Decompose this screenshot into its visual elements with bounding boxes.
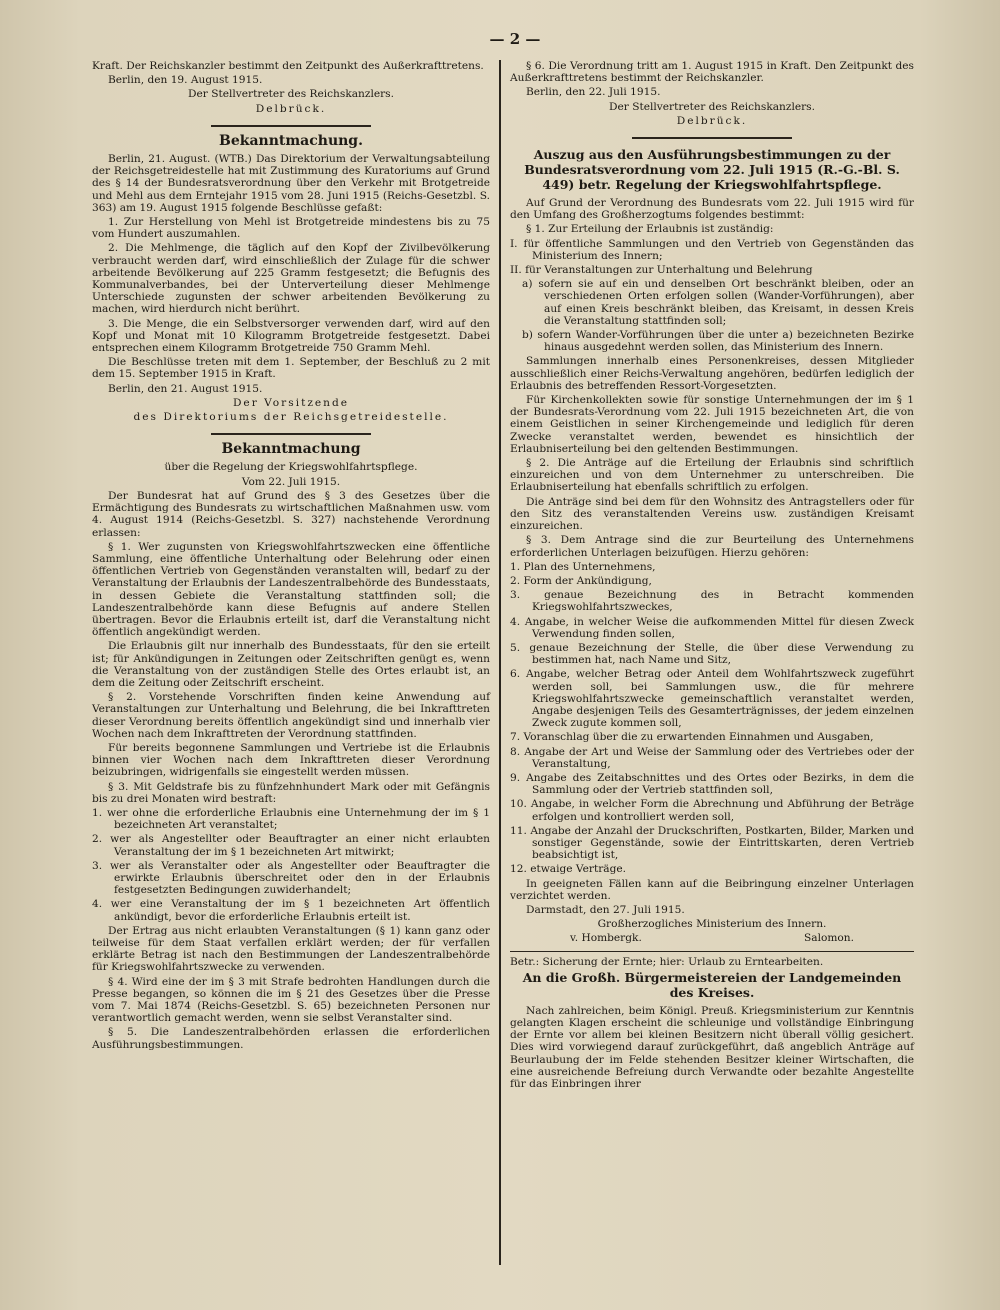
excerpt-paragraph: Die Anträge sind bei dem für den Wohnsitz des Antragstellers oder für den Sitz des veranstaltenden Vereins usw. zuständigen Kreisamt einzureichen.: [510, 495, 914, 533]
announcement-1-paragraph: 1. Zur Herstellung von Mehl ist Brotgetreide mindestens bis zu 75 vom Hundert auszumahlen.: [92, 216, 490, 241]
penalty-item: 4. wer eine Veranstaltung der im § 1 bezeichneten Art öffentlich ankündigt, bevor die erforderliche Erlaubnis erteilt ist.: [92, 898, 490, 923]
penalty-item: 1. wer ohne die erforderliche Erlaubnis eine Unternehmung der im § 1 bezeichneten Art veranstaltet;: [92, 806, 490, 832]
section-6-paragraph: § 6. Die Verordnung tritt am 1. August 1915 in Kraft. Den Zeitpunkt des Außerkrafttretens bestimmt der Reichskanzler.: [510, 60, 914, 85]
excerpt-subitem: a) sofern sie auf ein und denselben Ort beschränkt bleiben, oder an verschiedenen Orten erfolgen sollen (Wander-Vorführungen), aber auf einen Kreis beschränkt bleiben, das Kreisamt, in dessen Kreis die Veranstaltung stattfinden soll;: [522, 278, 914, 327]
excerpt-item: I. für öffentliche Sammlungen und den Vertrieb von Gegenständen das Ministerium des Innern;: [510, 237, 914, 262]
requirement-item: 7. Voranschlag über die zu erwartenden Einnahmen und Ausgaben,: [510, 731, 874, 744]
requirement-item: 12. etwaige Verträge.: [510, 863, 626, 876]
announcement-2-paragraph: Der Ertrag aus nicht erlaubten Veranstaltungen (§ 1) kann ganz oder teilweise für dem Staat verfallen erklärt werden; der für verfallen erklärte Betrag ist nach den Bestimmungen der Landeszentralbehörde für Kriegswohlfahrtszwecke zu verwenden.: [92, 924, 490, 974]
announcement-1-paragraph: 3. Die Menge, die ein Selbstversorger verwenden darf, wird auf den Kopf und Monat mit 10 Kilogramm Brotgetreide festgesetzt. Dabei entsprechen einem Kilogramm Brotgetreide 750 Gramm Mehl.: [92, 317, 490, 355]
requirement-item: 6. Angabe, welcher Betrag oder Anteil dem Wohlfahrtszweck zugeführt werden soll, bei Sammlungen usw., die für mehrere Kriegswohlfahrtszwecke gemeinschaftlich veranstaltet werden, Angabe desjenigen Teils des Gesamterträgnisses, der jedem einzelnen Zweck zugute kommen soll,: [510, 668, 914, 730]
excerpt-date: Darmstadt, den 27. Juli 1915.: [526, 903, 685, 916]
right-column: [510, 60, 914, 1092]
excerpt-paragraph: § 2. Die Anträge auf die Erteilung der Erlaubnis sind schriftlich einzureichen und von dem Unternehmer zu unterschreiben. Die Erlaubniserteilung hat ebenfalls schriftlich zu erfolgen.: [510, 457, 914, 494]
section-6-signature: Delbrück.: [676, 114, 748, 127]
announcement-2-paragraph: Die Erlaubnis gilt nur innerhalb des Bundesstaats, für den sie erteilt ist; für Ankündigungen in Zeitungen oder Zeitschriften genügt es, wenn die Veranstaltung von der zuständigen Stelle des Ortes erlaubt ist, an dem die Zeitung oder Zeitschrift erscheint.: [92, 640, 490, 689]
intro-role: Der Stellvertreter des Reichskanzlers.: [188, 88, 394, 101]
excerpt-title: Auszug aus den Ausführungsbestimmungen zu der Bundesratsverordnung vom 22. Juli 1915 (R.-G.-Bl. S. 449) betr. Regelung der Kriegswohlfahrtspflege.: [524, 147, 900, 193]
announcement-1-paragraph: 2. Die Mehlmenge, die täglich auf den Kopf der Zivilbevölkerung verbraucht werden darf, wird einschließlich der Zulage für die schwer arbeitende Bevölkerung auf 225 Gramm festgesetzt; die Befugnis des Kommunalverbandes, bei der Unterverteilung dieser Mehlmenge Unterschiede zugunsten der schwer arbeitenden Bevölkerung zu machen, wird hierdurch nicht berührt.: [92, 242, 490, 316]
requirements-list: [510, 561, 914, 876]
excerpt-paragraph: § 3. Dem Antrage sind die zur Beurteilung des Unternehmens erforderlichen Unterlagen beizufügen. Hierzu gehören:: [510, 534, 914, 559]
announcement-2-paragraph: § 1. Wer zugunsten von Kriegswohlfahrtszwecken eine öffentliche Sammlung, eine öffentliche Unterhaltung oder Belehrung oder einen öffentlichen Vertrieb von Gegenständen veranstalten will, bedarf zu der Veranstaltung der Erlaubnis der Landeszentralbehörde des Bundesstaats, in dessen Gebiete die Veranstaltung stattfinden soll; die Landeszentralbehörde kann diese Befugnis auf andere Stellen übertragen. Bevor die Erlaubnis erteilt ist, darf die Veranstaltung nicht öffentlich angekündigt werden.: [92, 540, 490, 639]
requirement-item: 1. Plan des Unternehmens,: [510, 560, 656, 573]
excerpt-item: II. für Veranstaltungen zur Unterhaltung und Belehrung: [510, 264, 813, 277]
page-number: — 2 —: [489, 30, 541, 48]
announcement-1-signature: Der Vorsitzende: [232, 396, 350, 409]
announcement-2-paragraph: § 4. Wird eine der im § 3 mit Strafe bedrohten Handlungen durch die Presse begangen, so können die im § 21 des Gesetzes über die Presse vom 7. Mai 1874 (Reichs-Gesetzbl. S. 65) bezeichneten Personen nur verantwortlich gemacht werden, wenn sie selbst Veranstalter sind.: [92, 975, 490, 1025]
excerpt-paragraph: Für Kirchenkollekten sowie für sonstige Unternehmungen der im § 1 der Bundesrats-Verordnung vom 22. Juli 1915 bezeichneten Art, die von einem Geistlichen in seiner Kirchengemeinde und lediglich für deren Zwecke veranstaltet werden, bewendet es hinsichtlich der Erlaubniserteilung bei den geltenden Bestimmungen.: [510, 394, 914, 455]
left-column: [92, 60, 490, 1053]
requirement-item: 2. Form der Ankündigung,: [510, 574, 652, 587]
excerpt-paragraph: In geeigneten Fällen kann auf die Beibringung einzelner Unterlagen verzichtet werden.: [510, 877, 914, 902]
announcement-1-signature: des Direktoriums der Reichsgetreidestelle.: [133, 411, 449, 424]
announcement-2-paragraph: § 3. Mit Geldstrafe bis zu fünfzehnhundert Mark oder mit Gefängnis bis zu drei Monaten wird bestraft:: [92, 780, 490, 805]
section-rule: [211, 125, 371, 127]
requirement-item: 8. Angabe der Art und Weise der Sammlung oder des Vertriebes oder der Veranstaltung,: [510, 745, 914, 770]
requirement-item: 10. Angabe, in welcher Form die Abrechnung und Abführung der Beträge erfolgen und kontrolliert werden soll,: [510, 798, 914, 823]
requirement-item: 9. Angabe des Zeitabschnittes und des Ortes oder Bezirks, in dem die Sammlung oder der Vertrieb stattfinden soll,: [510, 771, 914, 797]
announcement-2-paragraph: Der Bundesrat hat auf Grund des § 3 des Gesetzes über die Ermächtigung des Bundesrats zu wirtschaftlichen Maßnahmen usw. vom 4. August 1914 (Reichs-Gesetzbl. S. 327) nachstehende Verordnung erlassen:: [92, 489, 490, 539]
excerpt-paragraph: Auf Grund der Verordnung des Bundesrats vom 22. Juli 1915 wird für den Umfang des Großherzogtums folgendes bestimmt:: [510, 197, 914, 222]
announcement-1-title: Bekanntmachung.: [219, 132, 363, 149]
section-6-date: Berlin, den 22. Juli 1915.: [526, 86, 661, 99]
requirement-item: 11. Angabe der Anzahl der Druckschriften, Postkarten, Bilder, Marken und sonstiger Gegenstände, sowie der Eintrittskarten, deren Vertrieb beabsichtigt ist,: [510, 824, 914, 862]
penalty-item: 2. wer als Angestellter oder Beauftragter an einer nicht erlaubten Veranstaltung der im § 1 bezeichneten Art mitwirkt;: [92, 833, 490, 858]
announcement-1-paragraph: Die Beschlüsse treten mit dem 1. September, der Beschluß zu 2 mit dem 15. September 1915 in Kraft.: [92, 356, 490, 381]
announcement-1-date: Berlin, den 21. August 1915.: [108, 382, 263, 395]
requirement-item: 5. genaue Bezeichnung der Stelle, die über diese Verwendung zu bestimmen hat, nach Name und Sitz,: [510, 641, 914, 667]
announcement-2-paragraph: § 2. Vorstehende Vorschriften finden keine Anwendung auf Veranstaltungen zur Unterhaltung und Belehrung, die bei Inkrafttreten dieser Verordnung bereits öffentlich angekündigt sind und innerhalb vier Wochen nach dem Inkrafttreten der Verordnung stattfinden.: [92, 691, 490, 740]
section-rule: [632, 137, 792, 139]
requirement-item: 3. genaue Bezeichnung des in Betracht kommenden Kriegswohlfahrtszweckes,: [510, 589, 914, 614]
announcement-2-paragraph: Für bereits begonnene Sammlungen und Vertriebe ist die Erlaubnis binnen vier Wochen nach dem Inkrafttreten dieser Verordnung beizubringen, widrigenfalls sie eingestellt werden müssen.: [92, 741, 490, 779]
ministry-name: Großherzogliches Ministerium des Innern.: [597, 918, 827, 931]
announcement-2-title: Bekanntmachung: [221, 441, 361, 458]
intro-signature: Delbrück.: [255, 102, 327, 115]
signature-salomon: Salomon.: [804, 932, 854, 945]
intro-text: Kraft. Der Reichskanzler bestimmt den Zeitpunkt des Außerkrafttretens.: [92, 60, 484, 72]
section-rule: [510, 951, 914, 952]
penalty-item: 3. wer als Veranstalter oder als Angestellter oder Beauftragter die erwirkte Erlaubnis überschreitet oder den in der Erlaubnis festgesetzten Bedingungen zuwiderhandelt;: [92, 859, 490, 897]
harvest-paragraph: Nach zahlreichen, beim Königl. Preuß. Kriegsministerium zur Kenntnis gelangten Klagen erscheint die schleunige und vollständige Einbringung der Ernte vor allem bei kleinen Besitzern nicht überall völlig gesichert. Dies wird vorwiegend darauf zurückgeführt, daß angeblich Anträge auf Beurlaubung der im Felde stehenden Besitzer kleiner Wirtschaften, die eine ausreichende Befreiung durch Verwandte oder bezahlte Angestellte für das Einbringen ihrer: [510, 1004, 914, 1091]
announcement-2-subtitle: über die Regelung der Kriegswohlfahrtspflege.: [164, 461, 418, 474]
excerpt-paragraph: § 1. Zur Erteilung der Erlaubnis ist zuständig:: [526, 223, 774, 236]
excerpt-subitem: b) sofern Wander-Vorführungen über die unter a) bezeichneten Bezirke hinaus ausgedehnt werden sollen, das Ministerium des Innern.: [522, 329, 914, 354]
announcement-1-paragraph: Berlin, 21. August. (WTB.) Das Direktorium der Verwaltungsabteilung der Reichsgetreidestelle hat mit Zustimmung des Kuratoriums auf Grund des § 14 der Bundesratsverordnung über den Verkehr mit Brotgetreide und Mehl aus dem Erntejahr 1915 vom 28. Juni 1915 (Reichs-Gesetzbl. S. 363) am 19. August 1915 folgende Beschlüsse gefaßt:: [92, 153, 490, 214]
harvest-title: An die Großh. Bürgermeistereien der Landgemeinden des Kreises.: [522, 969, 902, 1000]
section-6-role: Der Stellvertreter des Reichskanzlers.: [609, 100, 815, 113]
section-rule: [211, 433, 371, 435]
signature-hombergk: v. Hombergk.: [570, 932, 642, 945]
excerpt-signatures: [510, 932, 914, 944]
intro-date: Berlin, den 19. August 1915.: [108, 74, 263, 87]
subject-line: Betr.: Sicherung der Ernte; hier: Urlaub zu Erntearbeiten.: [510, 955, 824, 968]
excerpt-paragraph: Sammlungen innerhalb eines Personenkreises, dessen Mitglieder ausschließlich einer Reichs-Verwaltung angehören, bedürfen lediglich der Erlaubnis des betreffenden Ressort-Vorgesetzten.: [510, 355, 914, 392]
requirement-item: 4. Angabe, in welcher Weise die aufkommenden Mittel für diesen Zweck Verwendung finden sollen,: [510, 615, 914, 640]
column-divider: [499, 60, 501, 1265]
announcement-2-date: Vom 22. Juli 1915.: [241, 475, 341, 488]
announcement-2-paragraph: § 5. Die Landeszentralbehörden erlassen die erforderlichen Ausführungsbestimmungen.: [92, 1026, 490, 1051]
